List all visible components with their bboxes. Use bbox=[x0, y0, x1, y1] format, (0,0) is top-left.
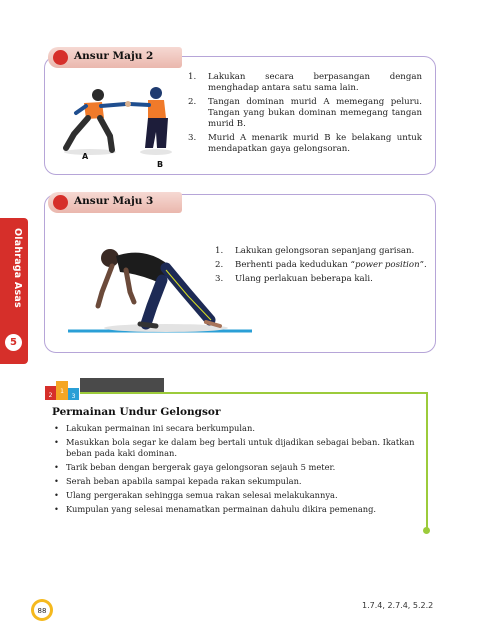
step-item: 3. Ulang perlakuan beberapa kali. bbox=[215, 274, 373, 284]
podium-number-3: 3 bbox=[71, 393, 76, 400]
page-number: 88 bbox=[37, 607, 47, 615]
list-item: • Lakukan permainan ini secara berkumpulan. bbox=[54, 423, 255, 433]
heading-bullet-icon bbox=[53, 50, 68, 65]
heading-bullet-icon bbox=[53, 195, 68, 210]
pair-pulling-illustration bbox=[58, 82, 178, 164]
ansur-maju-3-steps bbox=[215, 246, 430, 288]
ansur-maju-2-heading bbox=[48, 47, 182, 68]
game-instructions-list bbox=[52, 423, 418, 518]
list-item: • Serah beban apabila sampai kepada rakan sekumpulan. bbox=[54, 475, 302, 486]
step-item: 1. Lakukan gelongsoran sepanjang garisan. bbox=[215, 246, 415, 256]
step-item: 2. Tangan dominan murid A memegang peluru. Tangan yang bukan dominan memegang tangan murid B. bbox=[188, 97, 422, 129]
list-item: • Tarik beban dengan bergerak gaya gelongsoran sejauh 5 meter. bbox=[54, 461, 336, 472]
game-side-line bbox=[426, 392, 428, 530]
list-item: • Kumpulan yang selesai menamatkan permainan dahulu dikira pemenang. bbox=[54, 503, 377, 514]
step-item: 2. Berhenti pada kedudukan “power position”. bbox=[215, 260, 427, 270]
game-line-end-dot bbox=[423, 527, 430, 534]
ansur-maju-2-title: Ansur Maju 2 bbox=[74, 50, 154, 62]
chapter-number-badge: 5 bbox=[5, 334, 22, 351]
page-number-badge bbox=[30, 598, 54, 622]
list-item: • Masukkan bola segar ke dalam beg bertali untuk dijadikan sebagai beban. Ikatkan beban pada kaki dominan. bbox=[54, 437, 415, 458]
footer-standard-codes: 1.7.4, 2.7.4, 5.2.2 bbox=[362, 601, 434, 610]
podium-icon bbox=[44, 378, 80, 400]
list-item: • Ulang pergerakan sehingga semua rakan selesai melakukannya. bbox=[54, 489, 338, 500]
step-item: 1. Lakukan secara berpasangan dengan menghadap antara satu sama lain. bbox=[188, 72, 422, 93]
ansur-maju-3-heading bbox=[48, 192, 182, 213]
figure-label-a: A bbox=[82, 152, 89, 161]
ansur-maju-2-steps bbox=[188, 72, 422, 158]
chapter-side-tab-label: Olahraga Asas bbox=[12, 228, 23, 308]
step-item: 3. Murid A menarik murid B ke belakang untuk mendapatkan gaya gelongsoran. bbox=[188, 133, 422, 154]
figure-label-b: B bbox=[157, 160, 164, 169]
ansur-maju-3-title: Ansur Maju 3 bbox=[74, 195, 154, 207]
game-divider-line bbox=[80, 392, 426, 394]
podium-number-2: 2 bbox=[48, 392, 53, 399]
podium-number-1: 1 bbox=[60, 388, 64, 395]
game-title: Permainan Undur Gelongsor bbox=[52, 406, 221, 418]
